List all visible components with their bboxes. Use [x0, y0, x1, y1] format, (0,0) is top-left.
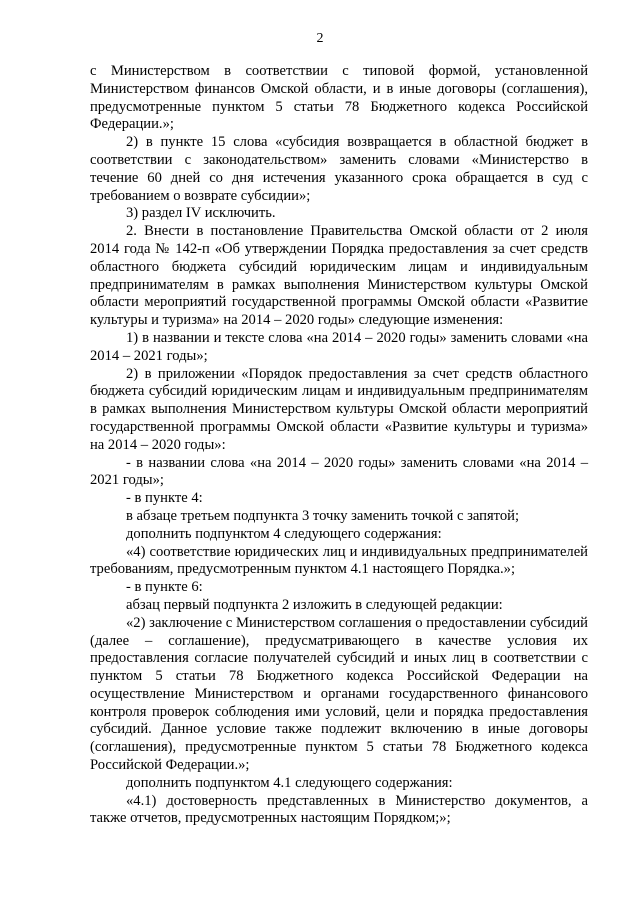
paragraph: дополнить подпунктом 4.1 следующего содержания:: [126, 774, 453, 791]
paragraph: - в пункте 4:: [126, 490, 203, 507]
paragraph: «4) соответствие юридических лиц и индивидуальных предпринимателей требованиям, предусмотренным пунктом 4.1 настоящего Порядка.»;: [90, 543, 588, 578]
paragraph: 2) в пункте 15 слова «субсидия возвращается в областной бюджет в соответствии с законодательством» заменить словами «Министерство в течение 60 дней со дня истечения указанного срока обращается в суд с требованием о возврате субсидии»;: [90, 134, 588, 204]
paragraph: - в названии слова «на 2014 – 2020 годы» заменить словами «на 2014 – 2021 годы»;: [90, 454, 588, 489]
paragraph: 1) в названии и тексте слова «на 2014 – 2020 годы» заменить словами «на 2014 – 2021 годы»;: [90, 329, 588, 364]
paragraph: с Министерством в соответствии с типовой формой, установленной Министерством финансов Омской области, и в иные договоры (соглашения), предусмотренные пунктом 5 статьи 78 Бюджетного кодекса Российской Федерации.»;: [90, 63, 588, 133]
paragraph: в абзаце третьем подпункта 3 точку заменить точкой с запятой;: [126, 507, 520, 524]
paragraph: - в пункте 6:: [126, 579, 203, 596]
paragraph: «2) заключение с Министерством соглашения о предоставлении субсидий (далее – соглашение), предусматривающего в качестве условия их предоставления согласие получателей субсидий и иных лиц в соответствии с пунктом 5 статьи 78 Бюджетного кодекса Российской Федерации на осуществление Министерством и органами государственного финансового контроля проверок соблюдения ими условий, цели и порядка предоставления субсидий. Данное условие также подлежит включению в иные договоры (соглашения), предусмотренные пунктом 5 статьи 78 Бюджетного кодекса Российской Федерации.»;: [90, 614, 588, 774]
document-body: [90, 63, 588, 828]
page-number: 2: [316, 31, 324, 46]
paragraph: дополнить подпунктом 4 следующего содержания:: [126, 525, 442, 542]
paragraph: абзац первый подпункта 2 изложить в следующей редакции:: [126, 596, 503, 613]
paragraph: 2. Внести в постановление Правительства Омской области от 2 июля 2014 года № 142-п «Об утверждении Порядка предоставления за счет средств областного бюджета субсидий юридическим лицам и индивидуальным предпринимателям в рамках выполнения Министерством культуры Омской области мероприятий государственной программы Омской области «Развитие культуры и туризма» на 2014 – 2020 годы» следующие изменения:: [90, 223, 588, 329]
paragraph: 3) раздел IV исключить.: [126, 205, 276, 222]
paragraph: «4.1) достоверность представленных в Министерство документов, а также отчетов, предусмотренных настоящим Порядком;»;: [90, 792, 588, 827]
paragraph: 2) в приложении «Порядок предоставления за счет средств областного бюджета субсидий юридическим лицам и индивидуальным предпринимателям в рамках выполнения Министерством культуры Омской области мероприятий государственной программы Омской области «Развитие культуры и туризма» на 2014 – 2020 годы»:: [90, 365, 588, 453]
